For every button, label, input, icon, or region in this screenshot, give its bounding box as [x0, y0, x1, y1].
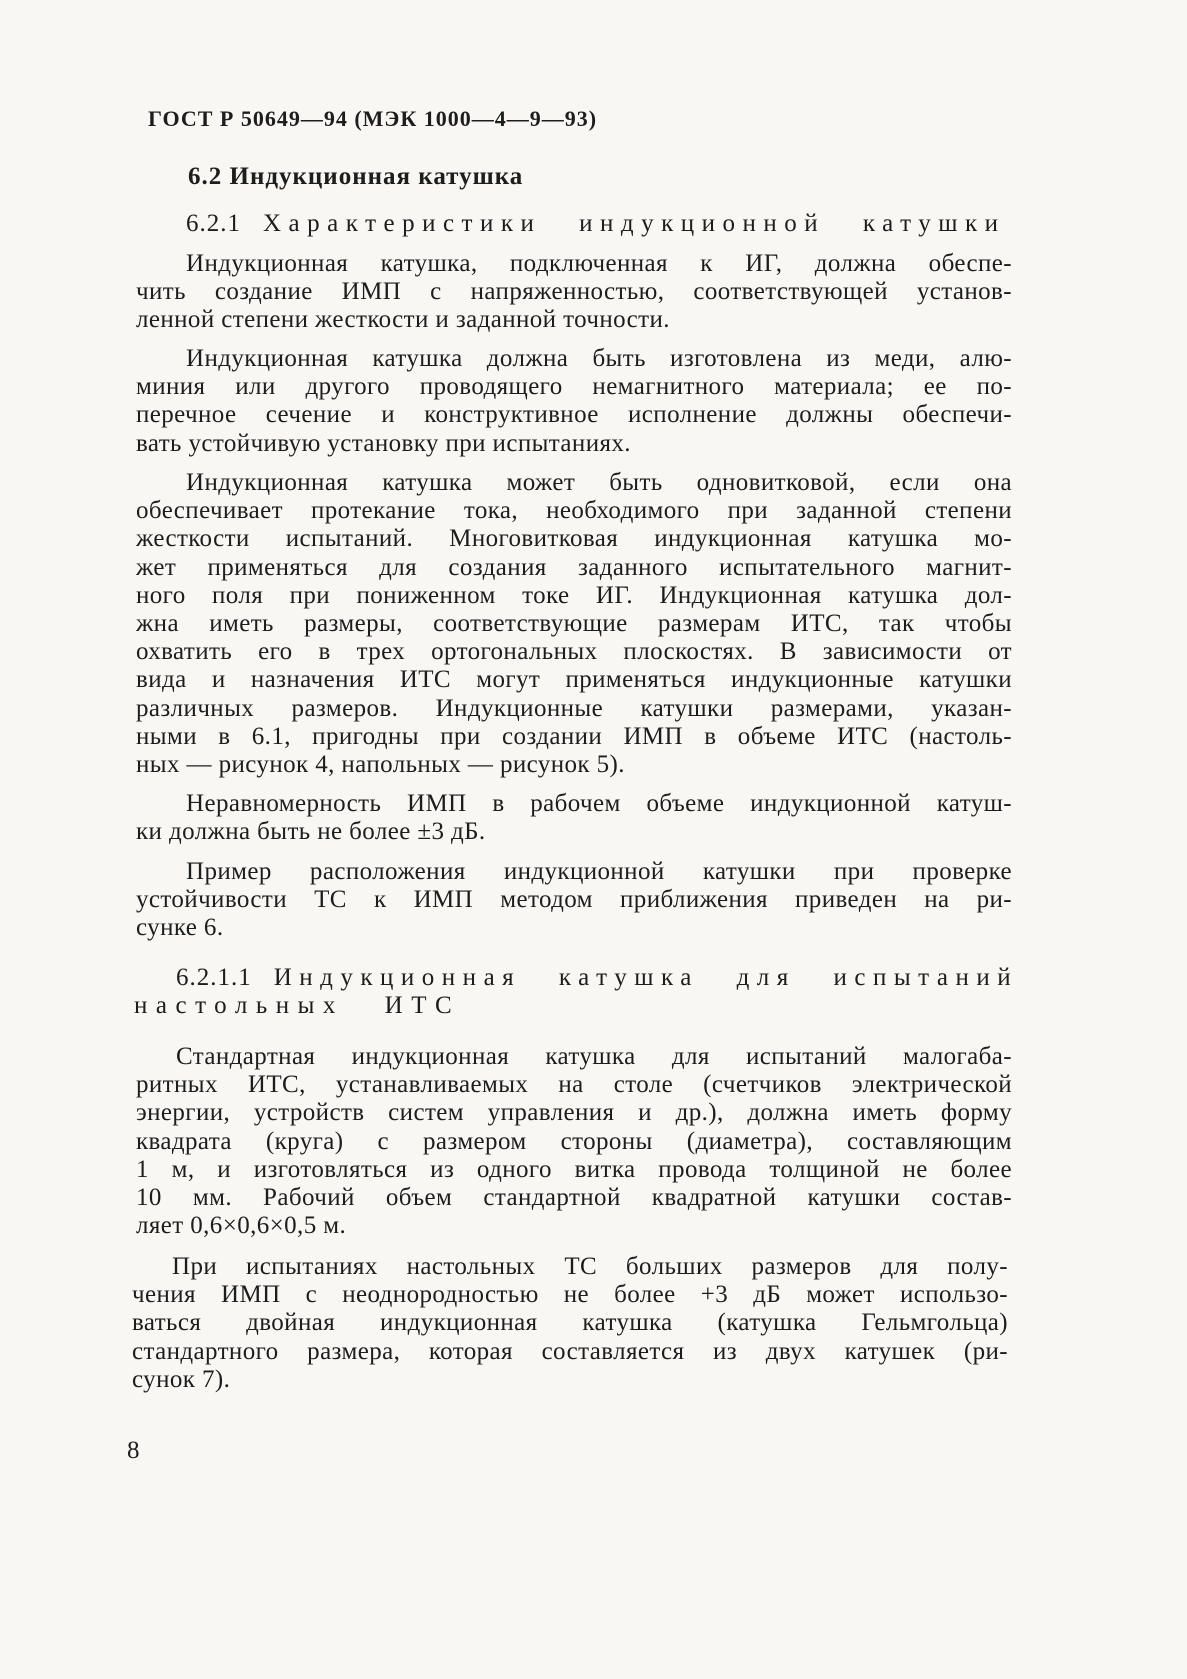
paragraph-line: ритных ИТС, устанавливаемых на столе (счетчиков электрической — [136, 1071, 1012, 1099]
paragraph-line: жет применяться для создания заданного испытательного магнит- — [136, 553, 1012, 581]
paragraph — [136, 790, 1012, 846]
subsection-heading-6-2-1 — [186, 210, 1006, 238]
paragraph-line: сунок 7). — [132, 1365, 231, 1393]
paragraph-line: жна иметь размеры, соответствующие размерам ИТС, так чтобы — [136, 609, 1012, 637]
standard-designation: ГОСТ Р 50649—94 (МЭК 1000—4—9—93) — [148, 106, 598, 131]
paragraph — [136, 250, 1012, 335]
paragraph-line: стандартного размера, которая составляется из двух катушек (ри- — [132, 1337, 1008, 1365]
paragraph-line: 1 м, и изготовляться из одного витка провода толщиной не более — [136, 1155, 1012, 1183]
paragraph-line: 10 мм. Рабочий объем стандартной квадратной катушки состав- — [136, 1183, 1012, 1211]
paragraph-line: ного поля при пониженном токе ИГ. Индукционная катушка дол- — [136, 581, 1012, 609]
subsection-title-line: настольных ИТС — [134, 992, 461, 1019]
paragraph-line: миния или другого проводящего немагнитного материала; ее по- — [136, 373, 1012, 401]
paragraph-line: ваться двойная индукционная катушка (катушка Гельмгольца) — [132, 1309, 1008, 1337]
paragraph-line: обеспечивает протекание тока, необходимого при заданной степени — [136, 497, 1012, 525]
paragraph-line: ными в 6.1, пригодны при создании ИМП в объеме ИТС (настоль- — [136, 722, 1012, 750]
paragraph-line: чить создание ИМП с напряженностью, соответствующей установ- — [136, 278, 1012, 306]
subsection-title: Характеристики индукционной катушки — [263, 210, 1006, 237]
paragraph-line: жесткости испытаний. Многовитковая индукционная катушка мо- — [136, 525, 1012, 553]
paragraph-line: Индукционная катушка может быть одновитковой, если она — [186, 469, 1012, 496]
paragraph-line: различных размеров. Индукционные катушки размерами, указан- — [136, 694, 1012, 722]
subsection-title-line: Индукционная катушка для испытаний — [273, 964, 1019, 991]
paragraph-line: ляет 0,6×0,6×0,5 м. — [136, 1212, 347, 1240]
paragraph — [136, 1043, 1012, 1240]
paragraph-line: охватить его в трех ортогональных плоскостях. В зависимости от — [136, 638, 1012, 666]
paragraph-line: Пример расположения индукционной катушки при проверке — [186, 858, 1012, 885]
paragraph-line: При испытаниях настольных ТС больших размеров для полу- — [172, 1253, 1008, 1280]
paragraph-line: ки должна быть не более ±3 дБ. — [136, 818, 486, 846]
paragraph-line: энергии, устройств систем управления и др.), должна иметь форму — [136, 1099, 1012, 1127]
paragraph-line: чения ИМП с неоднородностью не более +3 дБ может использо- — [132, 1281, 1008, 1309]
paragraph-line: Неравномерность ИМП в рабочем объеме индукционной катуш- — [186, 790, 1012, 817]
page-number: 8 — [127, 1437, 140, 1464]
subsection-heading-6-2-1-1 — [176, 964, 1018, 992]
paragraph-line: ленной степени жесткости и заданной точности. — [136, 306, 670, 334]
section-heading: 6.2 Индукционная катушка — [188, 163, 524, 190]
paragraph-line: вида и назначения ИТС могут применяться индукционные катушки — [136, 666, 1012, 694]
paragraph-line: ных — рисунок 4, напольных — рисунок 5). — [136, 750, 625, 778]
paragraph-line: Индукционная катушка, подключенная к ИГ, должна обеспе- — [186, 250, 1012, 277]
paragraph-line: сунке 6. — [136, 914, 224, 942]
paragraph-line: перечное сечение и конструктивное исполнение должны обеспечи- — [136, 401, 1012, 429]
paragraph — [136, 469, 1012, 779]
paragraph-line: вать устойчивую установку при испытаниях. — [136, 429, 631, 457]
paragraph-line: Стандартная индукционная катушка для испытаний малогаба- — [176, 1043, 1012, 1070]
paragraph-line: Индукционная катушка должна быть изготовлена из меди, алю- — [186, 345, 1012, 372]
paragraph-line: устойчивости ТС к ИМП методом приближения приведен на ри- — [136, 886, 1012, 914]
paragraph — [136, 345, 1012, 458]
subsection-heading-6-2-1-1-continued — [134, 992, 460, 1020]
paragraph — [132, 1253, 1008, 1394]
subsection-number: 6.2.1.1 — [176, 964, 252, 991]
subsection-number: 6.2.1 — [186, 210, 241, 237]
paragraph-line: квадрата (круга) с размером стороны (диаметра), составляющим — [136, 1127, 1012, 1155]
paragraph — [136, 858, 1012, 943]
